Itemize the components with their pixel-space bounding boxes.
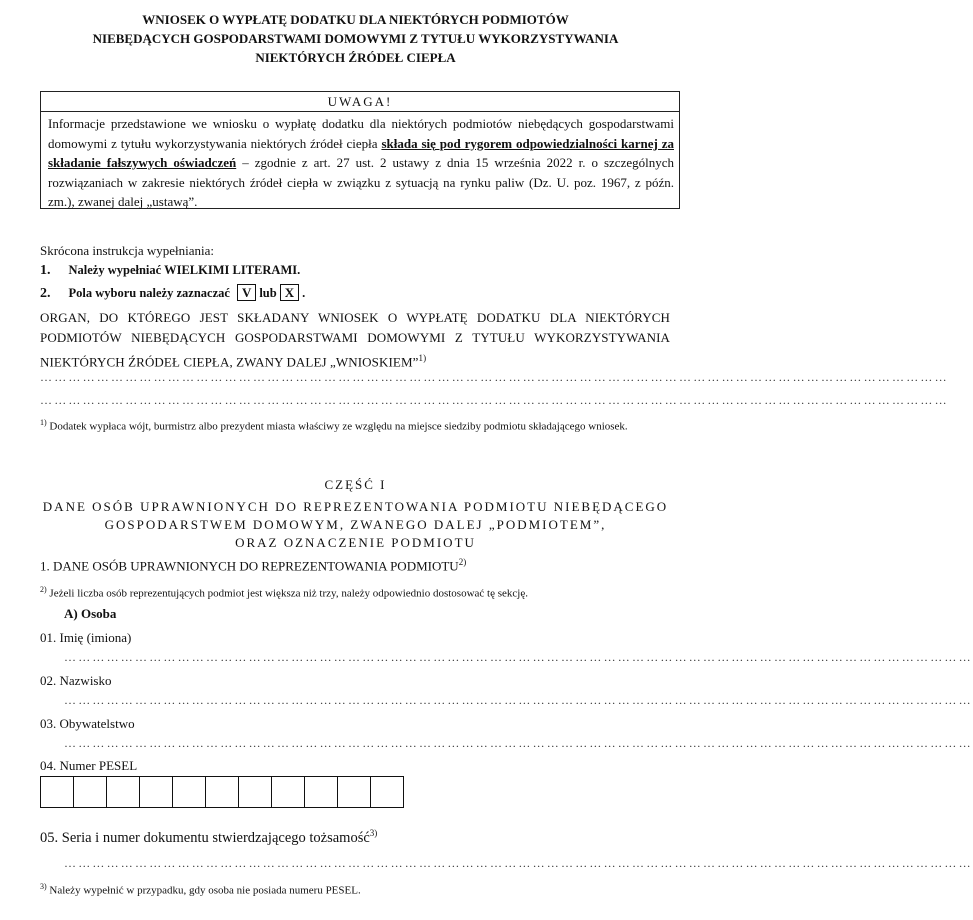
footnote-2-number: 2) [40,585,47,594]
part-1-label: CZĘŚĆ I [324,477,387,492]
part-1-heading-line-1: DANE OSÓB UPRAWNIONYCH DO REPREZENTOWANIA PODMIOTU NIEBĘDĄCEGO [42,499,669,514]
pesel-cell[interactable] [40,776,74,808]
footnote-2-text: Jeżeli liczba osób reprezentujących podmiot jest większa niż trzy, należy odpowiednio dostosować tę sekcję. [49,587,528,600]
field-01-label: 01. Imię (imiona) [40,630,132,645]
part-1-heading [0,498,711,552]
pesel-input-group [40,776,403,808]
field-02-input[interactable]: ………………………………………………………………………………………………………………………………………………………………………… [64,693,973,707]
warning-text-bold: składa się pod rygorem odpowiedzialności karnej za składanie fałszywych oświadczeń [48,135,674,170]
pesel-cell[interactable] [73,776,107,808]
title-line-2: NIEBĘDĄCYCH GOSPODARSTWAMI DOMOWYMI Z TYTUŁU WYKORZYSTYWANIA [92,31,619,46]
pesel-cell[interactable] [205,776,239,808]
organ-input-line-2[interactable]: ………………………………………………………………………………………………………………………………………………………………………… [40,393,949,407]
title-line-3: NIEKTÓRYCH ŹRÓDEŁ CIEPŁA [255,50,456,65]
field-05-label [40,828,377,847]
pesel-cell[interactable] [337,776,371,808]
warning-divider [40,111,680,112]
instruction-item-2 [40,284,305,302]
footnote-1 [40,414,670,436]
pesel-cell[interactable] [139,776,173,808]
warning-text-after: – zgodnie z art. 27 ust. 2 ustawy z dnia 15 września 2022 r. o szczególnych rozwiązaniach w zakresie niektórych źródeł ciepła w związku z sytuacją na rynku paliw (Dz. U. poz. 1967, z późn. zm.), zwanej dalej „ustawą”. [48,155,674,209]
field-01-input[interactable]: ………………………………………………………………………………………………………………………………………………………………………… [64,650,973,664]
instruction-item-1 [40,261,300,279]
footnote-1-number: 1) [40,418,47,427]
warning-text-before: Informacje przedstawione we wniosku o wypłatę dodatku dla niektórych podmiotów niebędących gospodarstwami domowymi z tytułu wykorzystywania niektórych źródeł ciepła [48,116,674,151]
warning-heading: UWAGA! [327,94,393,109]
instruction-period: . [302,286,306,300]
instructions-heading: Skrócona instrukcja wypełniania: [40,243,215,258]
title-line-1: WNIOSEK O WYPŁATĘ DODATKU DLA NIEKTÓRYCH PODMIOTÓW [142,12,569,27]
organ-footnote-ref: 1) [418,353,427,363]
footnote-3-number: 3) [40,882,47,891]
section-1-title [40,557,466,574]
person-a-label: A) Osoba [64,606,117,621]
pesel-cell[interactable] [106,776,140,808]
pesel-cell[interactable] [172,776,206,808]
form-title [0,10,711,67]
footnote-3-text: Należy wypełnić w przypadku, gdy osoba nie posiada numeru PESEL. [49,884,361,897]
field-04-label: 04. Numer PESEL [40,758,138,773]
field-02-label: 02. Nazwisko [40,673,112,688]
pesel-cell[interactable] [304,776,338,808]
or-text: lub [259,286,277,300]
section-1-title-text: 1. DANE OSÓB UPRAWNIONYCH DO REPREZENTOWANIA PODMIOTU [40,558,459,574]
footnote-3 [40,878,361,900]
checkbox-example-x: X [280,284,299,301]
instruction-item-1-text: Należy wypełniać WIELKIMI LITERAMI. [68,263,301,277]
instruction-item-1-number: 1. [40,263,51,278]
pesel-cell[interactable] [271,776,305,808]
footnote-2 [40,581,528,603]
part-1-heading-line-2: GOSPODARSTWEM DOMOWYM, ZWANEGO DALEJ „PODMIOTEM”, [104,517,607,532]
field-03-label: 03. Obywatelstwo [40,716,135,731]
instruction-item-2-text: Pola wyboru należy zaznaczać [68,286,230,300]
pesel-cell[interactable] [238,776,272,808]
field-05-label-text: 05. Seria i numer dokumentu stwierdzającego tożsamość [40,829,370,846]
instruction-item-2-number: 2. [40,286,51,301]
organ-input-line-1[interactable]: ………………………………………………………………………………………………………………………………………………………………………… [40,370,949,384]
pesel-cell[interactable] [370,776,404,808]
field-05-footnote-ref: 3) [369,828,378,838]
checkbox-example-v: V [237,284,256,301]
footnote-1-text: Dodatek wypłaca wójt, burmistrz albo prezydent miasta właściwy ze względu na miejsce siedziby podmiotu składającego wniosek. [49,420,628,433]
section-1-footnote-ref: 2) [458,557,467,567]
organ-text: ORGAN, DO KTÓREGO JEST SKŁADANY WNIOSEK O WYPŁATĘ DODATKU DLA NIEKTÓRYCH PODMIOTÓW NIEBĘDĄCYCH GOSPODARSTWAMI DOMOWYMI Z TYTUŁU WYKORZYSTYWANIA NIEKTÓRYCH ŹRÓDEŁ CIEPŁA, ZWANY DALEJ „WNIOSKIEM” [40,310,670,370]
field-03-input[interactable]: ………………………………………………………………………………………………………………………………………………………………………… [64,736,973,750]
field-05-input[interactable]: ………………………………………………………………………………………………………………………………………………………………………… [64,856,973,870]
organ-heading [40,308,670,372]
part-1-heading-line-3: ORAZ OZNACZENIE PODMIOTU [235,535,476,550]
warning-text [48,114,674,212]
